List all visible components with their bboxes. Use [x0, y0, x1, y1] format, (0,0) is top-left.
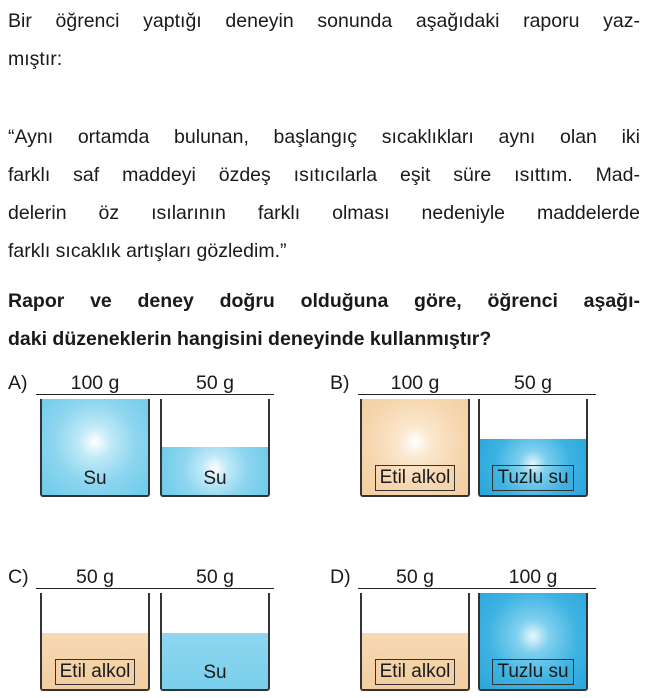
quote-line: delerin öz ısılarının farklı olması nedeniyle maddelerde: [8, 202, 640, 224]
intro-line: mıştır:: [8, 48, 63, 70]
option-d[interactable]: [330, 566, 620, 696]
liquid-ethyl-alcohol: [42, 633, 148, 689]
beaker: [40, 593, 150, 691]
substance-label: Su: [203, 468, 227, 489]
question-line: Rapor ve deney doğru olduğuna göre, öğrenci aşağı-: [8, 290, 640, 312]
beaker: [40, 399, 150, 497]
liquid-salt-water: [480, 439, 586, 495]
question-stem: [8, 282, 640, 358]
quote-line: farklı saf maddeyi özdeş ısıtıcılarla eşit süre ısıttım. Mad-: [8, 164, 640, 186]
option-b[interactable]: [330, 372, 620, 502]
beaker: [478, 399, 588, 497]
mass-label: 100 g: [70, 372, 120, 394]
substance-label: Tuzlu su: [492, 465, 573, 491]
substance-label: Tuzlu su: [492, 659, 573, 685]
substance-label: Etil alkol: [55, 659, 136, 685]
mass-label: 100 g: [390, 372, 440, 394]
quote-line: farklı sıcaklık artışları gözledim.”: [8, 240, 287, 262]
option-a[interactable]: [8, 372, 298, 502]
substance-label: Su: [203, 662, 227, 683]
option-c[interactable]: [8, 566, 298, 696]
report-quote: [8, 118, 640, 270]
substance-label: Etil alkol: [375, 659, 456, 685]
quote-line: “Aynı ortamda bulunan, başlangıç sıcaklıkları aynı olan iki: [8, 126, 640, 148]
shelf-line: [36, 588, 274, 589]
option-letter: A): [8, 372, 28, 394]
question-line: daki düzeneklerin hangisini deneyinde kullanmıştır?: [8, 328, 492, 350]
liquid-water: [162, 447, 268, 495]
option-letter: C): [8, 566, 29, 588]
option-letter: D): [330, 566, 351, 588]
substance-label: Su: [83, 468, 107, 489]
liquid-ethyl-alcohol: [362, 399, 468, 495]
mass-label: 50 g: [196, 372, 234, 394]
liquid-salt-water: [480, 593, 586, 689]
mass-label: 50 g: [514, 372, 552, 394]
mass-label: 50 g: [76, 566, 114, 588]
intro-line: Bir öğrenci yaptığı deneyin sonunda aşağıdaki raporu yaz-: [8, 10, 640, 32]
mass-label: 100 g: [508, 566, 558, 588]
beaker: [360, 593, 470, 691]
option-letter: B): [330, 372, 350, 394]
liquid-water: [42, 399, 148, 495]
shelf-line: [358, 588, 596, 589]
shelf-line: [36, 394, 274, 395]
substance-label: Etil alkol: [375, 465, 456, 491]
beaker: [478, 593, 588, 691]
liquid-water: [162, 633, 268, 689]
beaker: [160, 399, 270, 497]
intro-paragraph: [8, 2, 640, 78]
mass-label: 50 g: [396, 566, 434, 588]
beaker: [360, 399, 470, 497]
shelf-line: [358, 394, 596, 395]
liquid-ethyl-alcohol: [362, 633, 468, 689]
beaker: [160, 593, 270, 691]
mass-label: 50 g: [196, 566, 234, 588]
